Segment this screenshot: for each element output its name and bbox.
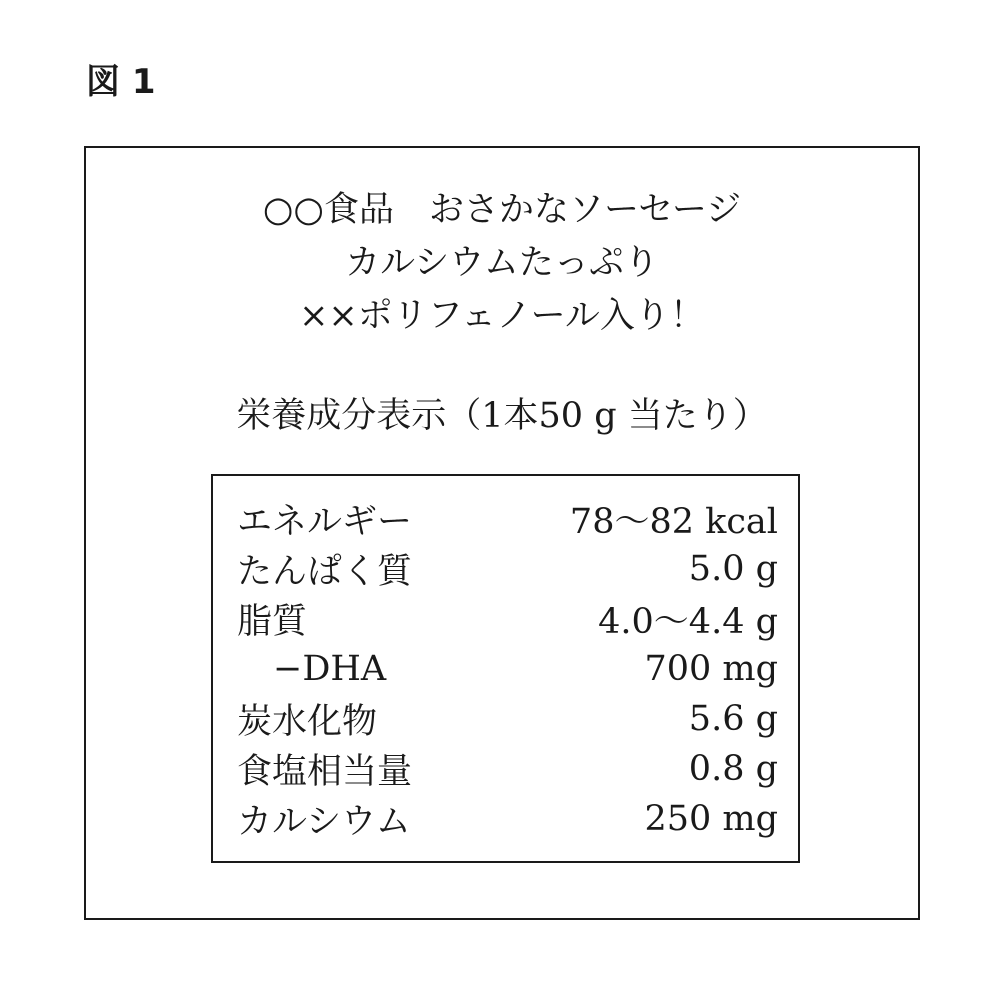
polyphenol-claim-line: ××ポリフェノール入り！: [299, 296, 705, 336]
nutrition-row-fat: [237, 594, 778, 644]
nutrition-rows: [237, 494, 778, 844]
nutrition-heading: 栄養成分表示（1本50 g 当たり）: [236, 396, 768, 436]
nutrition-row-calcium: [237, 794, 778, 844]
nutrient-value: 250 mg: [644, 799, 778, 839]
nutrient-name: −DHA: [273, 649, 387, 689]
nutrition-row-salt: [237, 744, 778, 794]
figure-label: 図 1: [86, 62, 156, 102]
product-label-box: [84, 146, 920, 920]
nutrient-value: 78〜82 kcal: [569, 502, 778, 542]
nutrient-name: 脂質: [237, 602, 308, 642]
nutrient-name: 炭水化物: [237, 702, 378, 742]
nutrition-table: [211, 474, 800, 863]
nutrient-value: 4.0〜4.4 g: [598, 602, 778, 642]
nutrient-name: たんぱく質: [237, 552, 413, 592]
product-name-line: ○○食品 おさかなソーセージ: [262, 190, 742, 230]
nutrient-value: 0.8 g: [688, 749, 778, 789]
nutrient-value: 5.0 g: [688, 549, 778, 589]
nutrition-row-energy: [237, 494, 778, 544]
nutrition-row-protein: [237, 544, 778, 594]
nutrition-row-dha: [237, 644, 778, 694]
nutrient-name: カルシウム: [237, 802, 411, 842]
nutrient-name: エネルギー: [237, 502, 413, 542]
nutrition-row-carbohydrate: [237, 694, 778, 744]
nutrient-name: 食塩相当量: [237, 752, 413, 792]
nutrient-value: 5.6 g: [688, 699, 778, 739]
calcium-claim-line: カルシウムたっぷり: [345, 243, 659, 283]
nutrient-value: 700 mg: [644, 649, 778, 689]
